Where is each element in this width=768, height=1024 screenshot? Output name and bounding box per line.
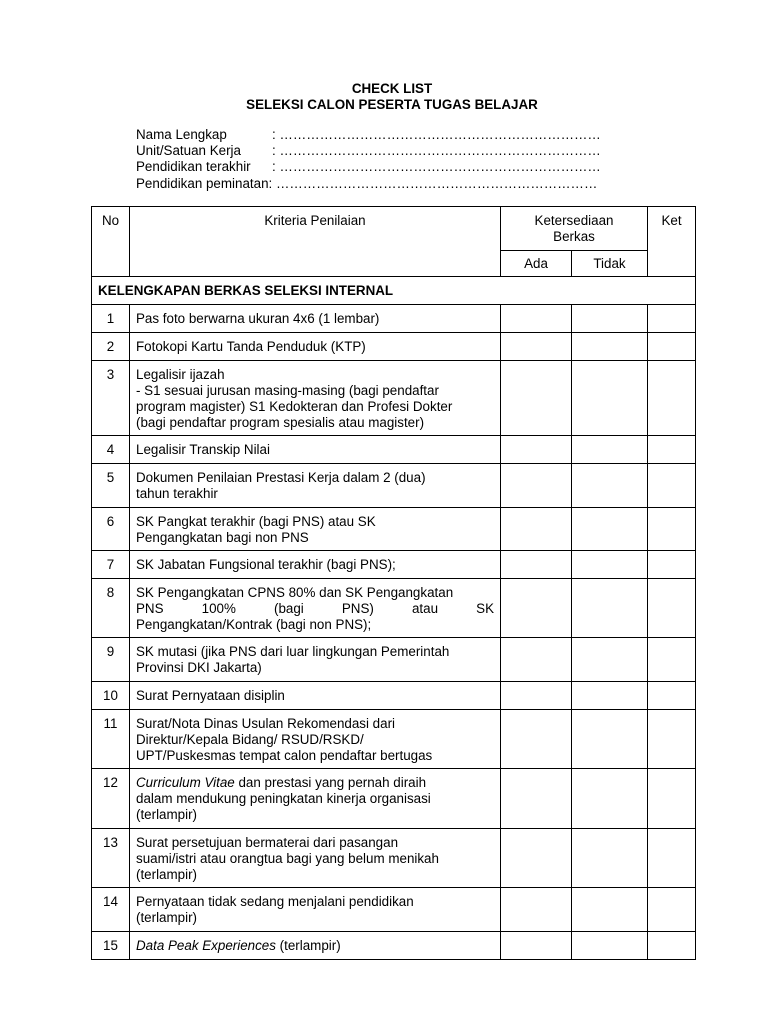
row-number: 7 [92, 551, 130, 579]
ada-checkbox-cell[interactable] [501, 769, 572, 829]
row-number: 15 [92, 932, 130, 960]
criteria-line: SK mutasi (jika PNS dari luar lingkungan Pemerintah [136, 644, 450, 659]
table-row [92, 436, 696, 464]
tidak-checkbox-cell[interactable] [572, 682, 648, 710]
row-criteria [130, 579, 501, 638]
field-value: ……………………………………………………………… [272, 175, 598, 191]
criteria-line: program magister) S1 Kedokteran dan Profesi Dokter [136, 399, 453, 414]
row-number: 11 [92, 710, 130, 769]
document-subtitle: SELEKSI CALON PESERTA TUGAS BELAJAR [246, 97, 538, 112]
field-value: : ……………………………………………………………… [272, 159, 601, 175]
table-row [92, 508, 696, 551]
table-row [92, 305, 696, 333]
tidak-checkbox-cell[interactable] [572, 361, 648, 436]
ket-cell[interactable] [648, 710, 696, 769]
ket-cell[interactable] [648, 888, 696, 932]
tidak-checkbox-cell[interactable] [572, 769, 648, 829]
ada-checkbox-cell[interactable] [501, 436, 572, 464]
header-no: No [92, 207, 130, 277]
ada-checkbox-cell[interactable] [501, 638, 572, 682]
field-label: Unit/Satuan Kerja [136, 143, 241, 159]
criteria-line [136, 775, 494, 791]
table-row [92, 682, 696, 710]
criteria-line: Pengangkatan bagi non PNS [136, 530, 309, 545]
criteria-italic: Curriculum Vitae [136, 775, 235, 790]
ket-cell[interactable] [648, 464, 696, 508]
row-criteria [130, 829, 501, 888]
criteria-line: (terlampir) [136, 910, 198, 925]
row-number: 14 [92, 888, 130, 932]
criteria-line: UPT/Puskesmas tempat calon pendaftar bertugas [136, 748, 433, 763]
tidak-checkbox-cell[interactable] [572, 638, 648, 682]
ada-checkbox-cell[interactable] [501, 551, 572, 579]
field-value: : ……………………………………………………………… [272, 127, 601, 142]
ket-cell[interactable] [648, 682, 696, 710]
row-criteria: Fotokopi Kartu Tanda Penduduk (KTP) [130, 333, 501, 361]
header-ketersediaan [501, 207, 648, 251]
tidak-checkbox-cell[interactable] [572, 888, 648, 932]
criteria-line: Surat persetujuan bermaterai dari pasangan [136, 835, 399, 850]
header-kriteria: Kriteria Penilaian [130, 207, 501, 277]
table-row [92, 464, 696, 508]
tidak-checkbox-cell[interactable] [572, 333, 648, 361]
ada-checkbox-cell[interactable] [501, 508, 572, 551]
header-row [92, 207, 696, 251]
field-unit-satuan-kerja [136, 143, 601, 159]
criteria-line: SK Pengangkatan CPNS 80% dan SK Pengangkatan [136, 585, 454, 600]
criteria-rest: dan prestasi yang pernah diraih [234, 775, 427, 790]
section-row [92, 277, 696, 305]
field-nama-lengkap [136, 127, 601, 143]
row-number: 5 [92, 464, 130, 508]
ket-cell[interactable] [648, 638, 696, 682]
section-heading: KELENGKAPAN BERKAS SELEKSI INTERNAL [92, 277, 696, 305]
ket-cell[interactable] [648, 579, 696, 638]
row-criteria [130, 888, 501, 932]
row-criteria: SK Jabatan Fungsional terakhir (bagi PNS); [130, 551, 501, 579]
row-criteria: Legalisir Transkip Nilai [130, 436, 501, 464]
criteria-line: (terlampir) [136, 867, 198, 882]
row-number: 1 [92, 305, 130, 333]
ada-checkbox-cell[interactable] [501, 464, 572, 508]
table-row [92, 333, 696, 361]
row-number: 2 [92, 333, 130, 361]
tidak-checkbox-cell[interactable] [572, 436, 648, 464]
field-pendidikan-peminatan [136, 176, 601, 192]
ket-cell[interactable] [648, 361, 696, 436]
checklist-table [91, 206, 696, 960]
row-number: 12 [92, 769, 130, 829]
criteria-line: tahun terakhir [136, 486, 218, 501]
row-criteria [130, 361, 501, 436]
header-ketersediaan-line1: Ketersediaan [534, 213, 614, 228]
row-number: 9 [92, 638, 130, 682]
criteria-line: Direktur/Kepala Bidang/ RSUD/RSKD/ [136, 732, 364, 747]
row-number: 10 [92, 682, 130, 710]
field-value: : ……………………………………………………………… [272, 143, 601, 159]
ada-checkbox-cell[interactable] [501, 333, 572, 361]
criteria-rest: (terlampir) [275, 938, 341, 953]
criteria-line: (bagi pendaftar program spesialis atau magister) [136, 415, 425, 430]
criteria-italic: Data Peak Experiences [136, 938, 276, 953]
table-row [92, 829, 696, 888]
ket-cell[interactable] [648, 333, 696, 361]
tidak-checkbox-cell[interactable] [572, 551, 648, 579]
table-row [92, 638, 696, 682]
tidak-checkbox-cell[interactable] [572, 710, 648, 769]
table-row [92, 551, 696, 579]
ada-checkbox-cell[interactable] [501, 710, 572, 769]
row-criteria [130, 464, 501, 508]
ada-checkbox-cell[interactable] [501, 682, 572, 710]
criteria-line: Pernyataan tidak sedang menjalani pendidikan [136, 894, 414, 909]
criteria-line: suami/istri atau orangtua bagi yang belum menikah [136, 851, 439, 866]
tidak-checkbox-cell[interactable] [572, 829, 648, 888]
ada-checkbox-cell[interactable] [501, 888, 572, 932]
field-label: Nama Lengkap [136, 127, 227, 142]
criteria-line: dalam mendukung peningkatan kinerja organisasi [136, 791, 431, 806]
row-criteria [130, 638, 501, 682]
criteria-line: PNS 100% (bagi PNS) atau SK [136, 601, 494, 616]
tidak-checkbox-cell[interactable] [572, 464, 648, 508]
criteria-line: - S1 sesuai jurusan masing-masing (bagi pendaftar [136, 383, 439, 398]
header-ada: Ada [501, 251, 572, 277]
ada-checkbox-cell[interactable] [501, 361, 572, 436]
row-number: 6 [92, 508, 130, 551]
criteria-line: (terlampir) [136, 807, 198, 822]
row-number: 3 [92, 361, 130, 436]
ket-cell[interactable] [648, 932, 696, 960]
ada-checkbox-cell[interactable] [501, 305, 572, 333]
tidak-checkbox-cell[interactable] [572, 508, 648, 551]
field-pendidikan-terakhir [136, 159, 601, 175]
table-row [92, 361, 696, 436]
criteria-line: Dokumen Penilaian Prestasi Kerja dalam 2 (dua) [136, 470, 426, 485]
row-criteria [130, 769, 501, 829]
row-criteria: Surat Pernyataan disiplin [130, 682, 501, 710]
criteria-line: Legalisir ijazah [136, 367, 225, 382]
criteria-line: Pengangkatan/Kontrak (bagi non PNS); [136, 617, 372, 632]
ket-cell[interactable] [648, 508, 696, 551]
row-criteria: Pas foto berwarna ukuran 4x6 (1 lembar) [130, 305, 501, 333]
field-label: Pendidikan peminatan: [136, 175, 273, 191]
criteria-line: Provinsi DKI Jakarta) [136, 660, 262, 675]
table-row [92, 710, 696, 769]
ada-checkbox-cell[interactable] [501, 579, 572, 638]
document-title: CHECK LIST [351, 81, 433, 96]
row-number: 4 [92, 436, 130, 464]
row-number: 8 [92, 579, 130, 638]
table-row [92, 888, 696, 932]
tidak-checkbox-cell[interactable] [572, 305, 648, 333]
table-row [92, 579, 696, 638]
ket-cell[interactable] [648, 829, 696, 888]
header-tidak: Tidak [572, 251, 648, 277]
ket-cell[interactable] [648, 551, 696, 579]
header-ket: Ket [648, 207, 696, 277]
tidak-checkbox-cell[interactable] [572, 932, 648, 960]
ada-checkbox-cell[interactable] [501, 932, 572, 960]
ket-cell[interactable] [648, 769, 696, 829]
criteria-line: SK Pangkat terakhir (bagi PNS) atau SK [136, 514, 376, 529]
ket-cell[interactable] [648, 305, 696, 333]
tidak-checkbox-cell[interactable] [572, 579, 648, 638]
ada-checkbox-cell[interactable] [501, 829, 572, 888]
table-row [92, 769, 696, 829]
row-criteria [130, 710, 501, 769]
row-criteria [130, 508, 501, 551]
field-label: Pendidikan terakhir [136, 159, 251, 175]
table-row [92, 932, 696, 960]
applicant-fields [136, 127, 601, 192]
row-number: 13 [92, 829, 130, 888]
criteria-line: Surat/Nota Dinas Usulan Rekomendasi dari [136, 716, 396, 731]
row-criteria [130, 932, 501, 960]
ket-cell[interactable] [648, 436, 696, 464]
header-ketersediaan-line2: Berkas [553, 229, 595, 244]
